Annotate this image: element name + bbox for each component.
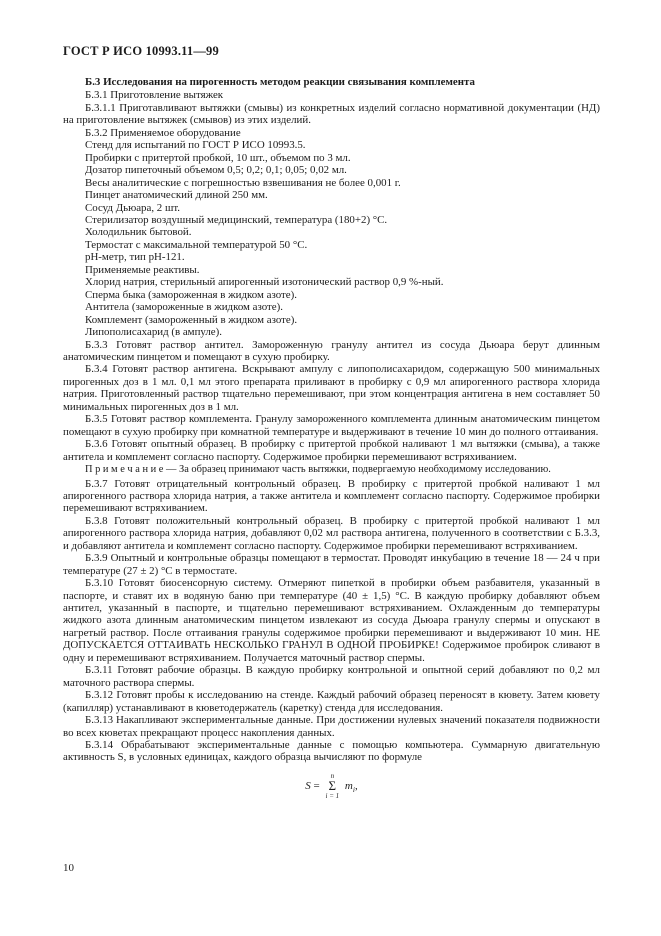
document-header: ГОСТ Р ИСО 10993.11—99 <box>63 44 219 58</box>
paragraph: Б.3.13 Накапливают экспериментальные данные. При достижении нулевых значений показателя подвижности во всех кюветах прекращают процесс накопления данных. <box>63 714 600 739</box>
paragraph: Б.3.6 Готовят опытный образец. В пробирку с притертой пробкой наливают 1 мл вытяжки (смыва), а также антитела и комплемент согласно паспорту. Содержимое пробирки перемешивают встряхиванием. <box>63 438 600 463</box>
formula-equals: = <box>313 779 320 792</box>
paragraph: Применяемые реактивы. <box>85 263 200 276</box>
paragraph: Липополисахарид (в ампуле). <box>85 326 222 339</box>
note-paragraph: П р и м е ч а н и е — За образец принимают часть вытяжки, подвергаемую необходимому исследованию. <box>85 464 551 476</box>
paragraph: Холодильник бытовой. <box>85 226 192 239</box>
term-subscript: i <box>352 785 355 795</box>
sum-lower-limit: i = 1 <box>325 791 340 800</box>
paragraph: Пинцет анатомический длиной 250 мм. <box>85 189 268 202</box>
term-symbol: m <box>344 779 353 792</box>
sum-upper-limit: n <box>330 771 335 780</box>
paragraph: pH-метр, тип pH-121. <box>85 251 185 264</box>
paragraph: Термостат с максимальной температурой 50 °С. <box>85 238 308 251</box>
formula-trailing-punct: , <box>354 779 358 792</box>
document-content <box>63 76 600 800</box>
page-number: 10 <box>63 862 74 874</box>
paragraph: Б.3.12 Готовят пробы к исследованию на стенде. Каждый рабочий образец переносят в кювету. Затем кювету (капилляр) устанавливают в кюветодержатель (каретку) стенда для исследования. <box>63 689 600 714</box>
paragraph: Стенд для испытаний по ГОСТ Р ИСО 10993.5. <box>85 139 306 152</box>
paragraph: Весы аналитические с погрешностью взвешивания не более 0,001 г. <box>85 176 401 189</box>
paragraph: Антитела (замороженные в жидком азоте). <box>85 301 283 314</box>
paragraph: Б.3.1 Приготовление вытяжек <box>85 89 224 102</box>
paragraph: Б.3.8 Готовят положительный контрольный образец. В пробирку с притертой пробкой наливают 1 мл апирогенного раствора хлорида натрия, добавляют 0,02 мл раствора антигена, полученного в соответствии с Б.3.3, и добавляют антитела и комплемент согласно паспорту. Содержимое пробирки перемешивают встряхиванием. <box>63 514 600 552</box>
paragraph: Б.3.4 Готовят раствор антигена. Вскрывают ампулу с липополисахаридом, содержащую 500 минимальных пирогенных доз в 1 мл. 0,1 мл этого препарата приливают в пробирку с 0,9 мл апирогенного раствора хлорида натрия. Приготовленный раствор тщательно перемешивают, при этом концентрация антигена в нем составляет 50 минимальных пирогенных доз в 1 мл. <box>63 363 600 413</box>
paragraph: Б.3.10 Готовят биосенсорную систему. Отмеряют пипеткой в пробирки объем разбавителя, указанный в паспорте, и ставят их в водяную баню при температуре (40 ± 1,5) °С. В каждую пробирку добавляют объем антител, указанный в паспорте, и тщательно перемешивают встряхиванием. Охлажденным до температуры жидкого азота длинным анатомическим пинцетом извлекают из сосуда Дьюара гранулу спермы и опускают в нагретый раствор. После оттаивания гранулы содержимое пробирки перемешивают и выдерживают 10 мин. НЕ ДОПУСКАЕТСЯ ОТТАИВАТЬ НЕСКОЛЬКО ГРАНУЛ В ОДНОЙ ПРОБИРКЕ! Содержимое пробирок сливают в одну и перемешивают встряхиванием. Получается маточный раствор спермы. <box>63 577 600 664</box>
paragraph: Пробирки с притертой пробкой, 10 шт., объемом по 3 мл. <box>85 151 351 164</box>
paragraph: Б.3.2 Применяемое оборудование <box>85 126 241 139</box>
sum-operator <box>326 773 340 800</box>
paragraph: Сперма быка (замороженная в жидком азоте). <box>85 288 297 301</box>
paragraph: Б.3.7 Готовят отрицательный контрольный образец. В пробирку с притертой пробкой наливают 1 мл апирогенного раствора хлорида натрия, а также антитела и комплемент согласно паспорту. Содержимое пробирки перемешивают встряхиванием. <box>63 477 600 515</box>
formula-lhs: S <box>305 779 311 792</box>
section-title: Б.3 Исследования на пирогенность методом реакции связывания комплемента <box>85 76 475 88</box>
formula-term <box>344 779 358 795</box>
paragraph: Б.3.1.1 Приготавливают вытяжки (смывы) из конкретных изделий согласно нормативной документации (НД) на приготовление вытяжек (смывов) из этих изделий. <box>63 101 600 127</box>
paragraph: Дозатор пипеточный объемом 0,5; 0,2; 0,1; 0,05; 0,02 мл. <box>85 164 347 177</box>
paragraph: Б.3.11 Готовят рабочие образцы. В каждую пробирку контрольной и опытной серий добавляют по 0,2 мл маточного раствора спермы. <box>63 664 600 689</box>
paragraph: Хлорид натрия, стерильный апирогенный изотонический раствор 0,9 %-ный. <box>85 276 444 289</box>
paragraph: Б.3.3 Готовят раствор антител. Замороженную гранулу антител из сосуда Дьюара берут длинным анатомическим пинцетом и помещают в сухую пробирку. <box>63 338 600 363</box>
sigma-symbol: Σ <box>328 777 337 793</box>
paragraph: Сосуд Дьюара, 2 шт. <box>85 201 180 214</box>
paragraph: Б.3.14 Обрабатывают экспериментальные данные с помощью компьютера. Суммарную двигательную активность S, в условных единицах, каждого образца вычисляют по формуле <box>63 739 600 764</box>
paragraph: Б.3.5 Готовят раствор комплемента. Гранулу замороженного комплемента длинным анатомическим пинцетом помещают в сухую пробирку при комнатной температуре и выдерживают в течение 10 мин до полного оттаивания. <box>63 413 600 438</box>
formula <box>63 773 600 800</box>
paragraph: Комплемент (замороженный в жидком азоте). <box>85 313 298 326</box>
paragraph: Стерилизатор воздушный медицинский, температура (180+2) °С. <box>85 213 388 226</box>
paragraph-list <box>63 89 600 763</box>
paragraph: Б.3.9 Опытный и контрольные образцы помещают в термостат. Проводят инкубацию в течение 18 — 24 ч при температуре (27 ± 2) °С в термостате. <box>63 552 600 577</box>
